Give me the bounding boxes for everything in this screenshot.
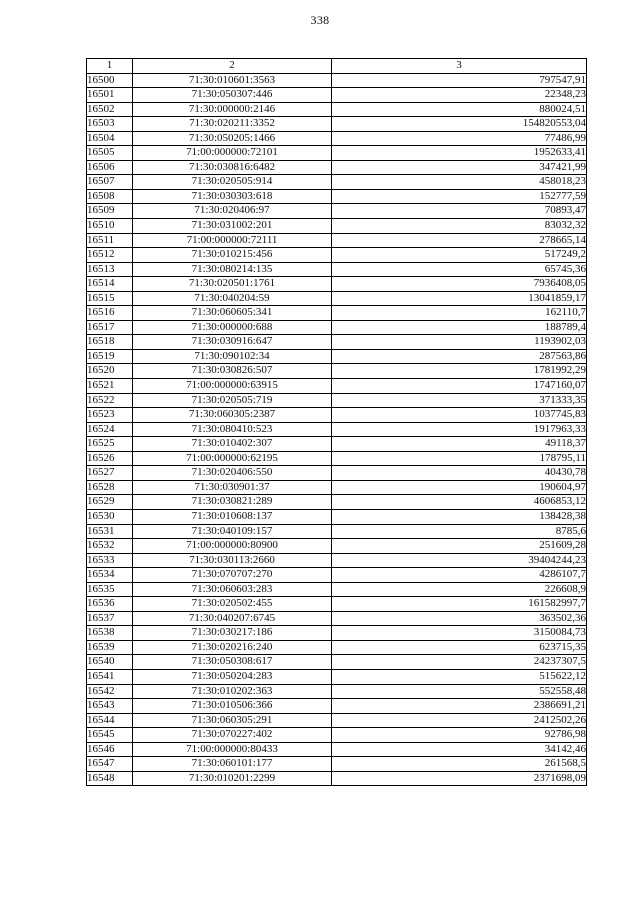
- table-row: [87, 757, 587, 772]
- table-row: [87, 335, 587, 350]
- table-row: [87, 451, 587, 466]
- row-index-cell: 16511: [87, 233, 133, 248]
- row-index-cell: 16536: [87, 597, 133, 612]
- value-cell: 261568,5: [332, 757, 587, 772]
- row-index-cell: 16522: [87, 393, 133, 408]
- value-cell: 2371698,09: [332, 771, 587, 786]
- table-row: [87, 219, 587, 234]
- cadastral-number-cell: 71:30:020216:240: [133, 640, 332, 655]
- row-index-cell: 16503: [87, 117, 133, 132]
- value-cell: 39404244,23: [332, 553, 587, 568]
- table-row: [87, 408, 587, 423]
- value-cell: 13041859,17: [332, 291, 587, 306]
- value-cell: 178795,11: [332, 451, 587, 466]
- row-index-cell: 16544: [87, 713, 133, 728]
- cadastral-number-cell: 71:30:020211:3352: [133, 117, 332, 132]
- table-row: [87, 582, 587, 597]
- table-row: [87, 422, 587, 437]
- value-cell: 92786,98: [332, 728, 587, 743]
- value-cell: 363502,36: [332, 611, 587, 626]
- value-cell: 371333,35: [332, 393, 587, 408]
- table-row: [87, 393, 587, 408]
- row-index-cell: 16547: [87, 757, 133, 772]
- cadastral-number-cell: 71:30:010601:3563: [133, 73, 332, 88]
- row-index-cell: 16530: [87, 509, 133, 524]
- value-cell: 251609,28: [332, 539, 587, 554]
- cadastral-number-cell: 71:30:060305:291: [133, 713, 332, 728]
- cadastral-number-cell: 71:30:030303:618: [133, 189, 332, 204]
- row-index-cell: 16508: [87, 189, 133, 204]
- row-index-cell: 16542: [87, 684, 133, 699]
- value-cell: 190604,97: [332, 480, 587, 495]
- table-row: [87, 306, 587, 321]
- cadastral-number-cell: 71:30:050204:283: [133, 669, 332, 684]
- cadastral-number-cell: 71:30:030217:186: [133, 626, 332, 641]
- table-row: [87, 117, 587, 132]
- value-cell: 515622,12: [332, 669, 587, 684]
- value-cell: 70893,47: [332, 204, 587, 219]
- value-cell: 49118,37: [332, 437, 587, 452]
- cadastral-number-cell: 71:30:030821:289: [133, 495, 332, 510]
- value-cell: 34142,46: [332, 742, 587, 757]
- value-cell: 623715,35: [332, 640, 587, 655]
- cadastral-number-cell: 71:30:010202:363: [133, 684, 332, 699]
- cadastral-number-cell: 71:30:060101:177: [133, 757, 332, 772]
- table-row: [87, 524, 587, 539]
- row-index-cell: 16546: [87, 742, 133, 757]
- row-index-cell: 16533: [87, 553, 133, 568]
- table-row: [87, 684, 587, 699]
- cadastral-number-cell: 71:30:050308:617: [133, 655, 332, 670]
- table-body: [87, 73, 587, 786]
- cadastral-number-cell: 71:30:010506:366: [133, 699, 332, 714]
- value-cell: 4286107,7: [332, 568, 587, 583]
- cadastral-number-cell: 71:30:010215:456: [133, 248, 332, 263]
- table-row: [87, 73, 587, 88]
- value-cell: 1952633,41: [332, 146, 587, 161]
- cadastral-number-cell: 71:30:020502:455: [133, 597, 332, 612]
- table-row: [87, 597, 587, 612]
- row-index-cell: 16548: [87, 771, 133, 786]
- row-index-cell: 16507: [87, 175, 133, 190]
- cadastral-number-cell: 71:30:010608:137: [133, 509, 332, 524]
- cadastral-number-cell: 71:30:020505:719: [133, 393, 332, 408]
- row-index-cell: 16545: [87, 728, 133, 743]
- table-row: [87, 102, 587, 117]
- cadastral-number-cell: 71:30:050307:446: [133, 88, 332, 103]
- value-cell: 552558,48: [332, 684, 587, 699]
- value-cell: 161582997,7: [332, 597, 587, 612]
- cadastral-number-cell: 71:30:040109:157: [133, 524, 332, 539]
- row-index-cell: 16519: [87, 349, 133, 364]
- table-row: [87, 189, 587, 204]
- row-index-cell: 16518: [87, 335, 133, 350]
- value-cell: 138428,38: [332, 509, 587, 524]
- table-row: [87, 160, 587, 175]
- row-index-cell: 16504: [87, 131, 133, 146]
- cadastral-number-cell: 71:30:020501:1761: [133, 277, 332, 292]
- value-cell: 287563,86: [332, 349, 587, 364]
- value-cell: 517249,2: [332, 248, 587, 263]
- value-cell: 1747160,07: [332, 379, 587, 394]
- table-row: [87, 495, 587, 510]
- header-row: [87, 59, 587, 74]
- column-header-value: 3: [332, 59, 587, 74]
- row-index-cell: 16520: [87, 364, 133, 379]
- cadastral-number-cell: 71:30:020406:97: [133, 204, 332, 219]
- table-row: [87, 437, 587, 452]
- value-cell: 154820553,04: [332, 117, 587, 132]
- table-row: [87, 175, 587, 190]
- value-cell: 2386691,21: [332, 699, 587, 714]
- cadastral-number-cell: 71:30:060305:2387: [133, 408, 332, 423]
- table-row: [87, 248, 587, 263]
- cadastral-number-cell: 71:30:080410:523: [133, 422, 332, 437]
- row-index-cell: 16510: [87, 219, 133, 234]
- row-index-cell: 16543: [87, 699, 133, 714]
- cadastral-number-cell: 71:00:000000:63915: [133, 379, 332, 394]
- cadastral-number-cell: 71:00:000000:62195: [133, 451, 332, 466]
- table-row: [87, 277, 587, 292]
- cadastral-number-cell: 71:30:040207:6745: [133, 611, 332, 626]
- cadastral-number-cell: 71:30:030916:647: [133, 335, 332, 350]
- cadastral-number-cell: 71:30:020505:914: [133, 175, 332, 190]
- row-index-cell: 16538: [87, 626, 133, 641]
- row-index-cell: 16539: [87, 640, 133, 655]
- value-cell: 1917963,33: [332, 422, 587, 437]
- row-index-cell: 16534: [87, 568, 133, 583]
- value-cell: 83032,32: [332, 219, 587, 234]
- table-row: [87, 233, 587, 248]
- page-number: 338: [310, 13, 330, 27]
- table-row: [87, 204, 587, 219]
- value-cell: 3150084,73: [332, 626, 587, 641]
- row-index-cell: 16524: [87, 422, 133, 437]
- row-index-cell: 16512: [87, 248, 133, 263]
- table-row: [87, 349, 587, 364]
- value-cell: 1037745,83: [332, 408, 587, 423]
- table-row: [87, 611, 587, 626]
- table-row: [87, 568, 587, 583]
- cadastral-number-cell: 71:30:040204:59: [133, 291, 332, 306]
- row-index-cell: 16535: [87, 582, 133, 597]
- table-row: [87, 379, 587, 394]
- cadastral-number-cell: 71:30:031002:201: [133, 219, 332, 234]
- value-cell: 7936408,05: [332, 277, 587, 292]
- value-cell: 2412502,26: [332, 713, 587, 728]
- value-cell: 4606853,12: [332, 495, 587, 510]
- table-row: [87, 742, 587, 757]
- table-row: [87, 626, 587, 641]
- value-cell: 1781992,29: [332, 364, 587, 379]
- row-index-cell: 16523: [87, 408, 133, 423]
- cadastral-number-cell: 71:30:010201:2299: [133, 771, 332, 786]
- row-index-cell: 16517: [87, 320, 133, 335]
- table-row: [87, 466, 587, 481]
- cadastral-number-cell: 71:00:000000:80900: [133, 539, 332, 554]
- value-cell: 77486,99: [332, 131, 587, 146]
- table-row: [87, 291, 587, 306]
- value-cell: 880024,51: [332, 102, 587, 117]
- cadastral-number-cell: 71:30:010402:307: [133, 437, 332, 452]
- row-index-cell: 16537: [87, 611, 133, 626]
- table-row: [87, 640, 587, 655]
- row-index-cell: 16509: [87, 204, 133, 219]
- cadastral-number-cell: 71:30:050205:1466: [133, 131, 332, 146]
- table-row: [87, 728, 587, 743]
- value-cell: 152777,59: [332, 189, 587, 204]
- row-index-cell: 16528: [87, 480, 133, 495]
- cadastral-number-cell: 71:00:000000:72101: [133, 146, 332, 161]
- value-cell: 162110,7: [332, 306, 587, 321]
- row-index-cell: 16527: [87, 466, 133, 481]
- row-index-cell: 16513: [87, 262, 133, 277]
- cadastral-number-cell: 71:30:060605:341: [133, 306, 332, 321]
- table-row: [87, 669, 587, 684]
- row-index-cell: 16505: [87, 146, 133, 161]
- table-row: [87, 262, 587, 277]
- table-row: [87, 146, 587, 161]
- table-row: [87, 699, 587, 714]
- cadastral-number-cell: 71:30:000000:688: [133, 320, 332, 335]
- column-header-index: 1: [87, 59, 133, 74]
- table-row: [87, 713, 587, 728]
- row-index-cell: 16540: [87, 655, 133, 670]
- value-cell: 797547,91: [332, 73, 587, 88]
- cadastral-number-cell: 71:30:090102:34: [133, 349, 332, 364]
- value-cell: 8785,6: [332, 524, 587, 539]
- cadastral-number-cell: 71:30:080214:135: [133, 262, 332, 277]
- cadastral-number-cell: 71:30:020406:550: [133, 466, 332, 481]
- cadastral-number-cell: 71:30:030826:507: [133, 364, 332, 379]
- cadastral-number-cell: 71:00:000000:80433: [133, 742, 332, 757]
- row-index-cell: 16515: [87, 291, 133, 306]
- row-index-cell: 16502: [87, 102, 133, 117]
- value-cell: 65745,36: [332, 262, 587, 277]
- value-cell: 278665,14: [332, 233, 587, 248]
- table-row: [87, 480, 587, 495]
- row-index-cell: 16529: [87, 495, 133, 510]
- cadastral-number-cell: 71:30:070227:402: [133, 728, 332, 743]
- cadastral-number-cell: 71:30:030901:37: [133, 480, 332, 495]
- row-index-cell: 16500: [87, 73, 133, 88]
- row-index-cell: 16516: [87, 306, 133, 321]
- row-index-cell: 16526: [87, 451, 133, 466]
- value-cell: 40430,78: [332, 466, 587, 481]
- table-row: [87, 88, 587, 103]
- table-row: [87, 553, 587, 568]
- table-row: [87, 539, 587, 554]
- cadastral-number-cell: 71:30:030816:6482: [133, 160, 332, 175]
- row-index-cell: 16525: [87, 437, 133, 452]
- table-row: [87, 509, 587, 524]
- table-header: [87, 59, 587, 74]
- table-row: [87, 320, 587, 335]
- table-row: [87, 131, 587, 146]
- value-cell: 458018,23: [332, 175, 587, 190]
- cadastral-number-cell: 71:00:000000:72111: [133, 233, 332, 248]
- value-cell: 347421,99: [332, 160, 587, 175]
- table-row: [87, 771, 587, 786]
- cadastral-number-cell: 71:30:060603:283: [133, 582, 332, 597]
- column-header-cadastral-number: 2: [133, 59, 332, 74]
- row-index-cell: 16501: [87, 88, 133, 103]
- row-index-cell: 16532: [87, 539, 133, 554]
- value-cell: 22348,23: [332, 88, 587, 103]
- row-index-cell: 16506: [87, 160, 133, 175]
- table-row: [87, 655, 587, 670]
- value-cell: 1193902,03: [332, 335, 587, 350]
- value-cell: 226608,9: [332, 582, 587, 597]
- cadastral-number-cell: 71:30:030113:2660: [133, 553, 332, 568]
- row-index-cell: 16541: [87, 669, 133, 684]
- row-index-cell: 16514: [87, 277, 133, 292]
- cadastral-value-table: [86, 58, 587, 786]
- table-row: [87, 364, 587, 379]
- value-cell: 188789,4: [332, 320, 587, 335]
- cadastral-number-cell: 71:30:000000:2146: [133, 102, 332, 117]
- row-index-cell: 16531: [87, 524, 133, 539]
- value-cell: 24237307,5: [332, 655, 587, 670]
- row-index-cell: 16521: [87, 379, 133, 394]
- cadastral-number-cell: 71:30:070707:270: [133, 568, 332, 583]
